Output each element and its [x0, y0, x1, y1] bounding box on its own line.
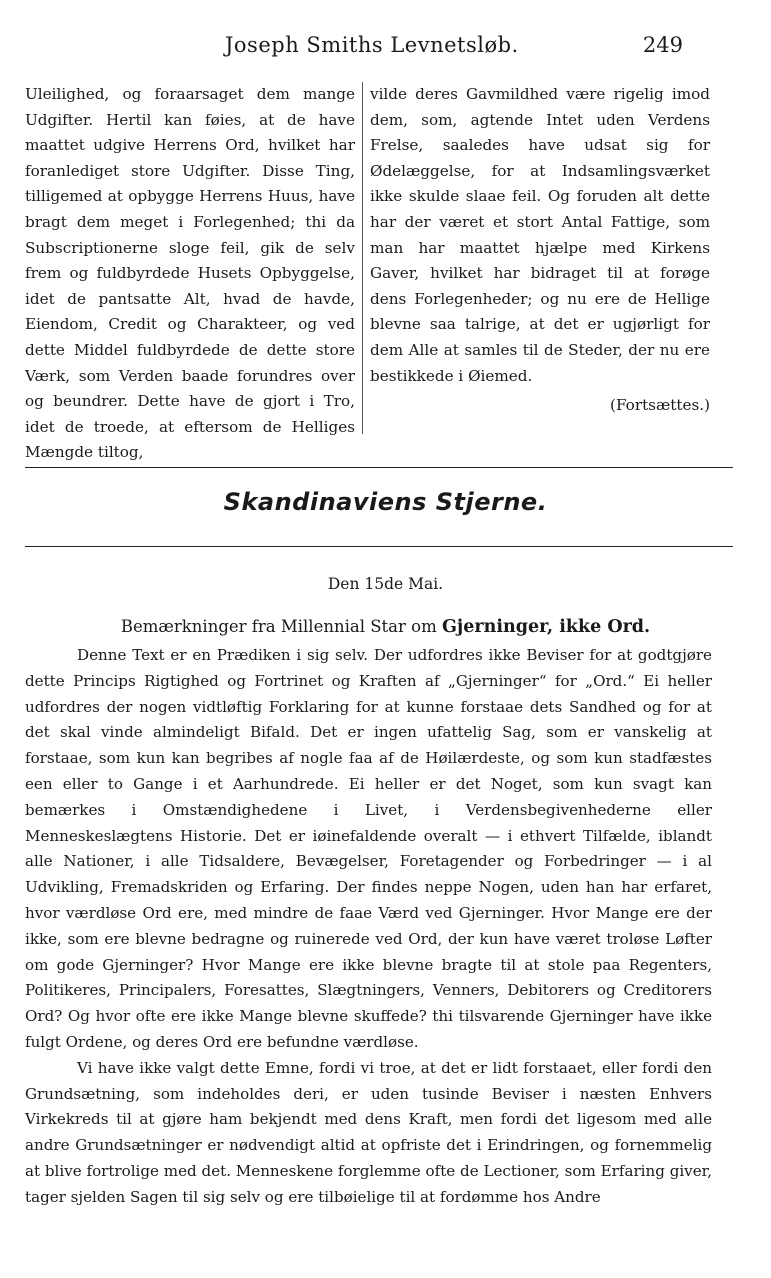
page-number: 249	[642, 33, 683, 57]
article-title	[0, 617, 771, 637]
divider-rule-bottom	[25, 546, 733, 547]
column-divider	[362, 82, 363, 434]
article-body	[25, 643, 712, 1211]
running-title: Joseph Smiths Levnetsløb.	[225, 33, 519, 57]
two-column-section	[25, 82, 715, 462]
article-paragraph-1: Denne Text er en Prædiken i sig selv. Der udfordres ikke Beviser for at godtgjøre dette Princips Rigtighed og Fortrinet og Kraften af „Gjerninger“ for „Ord.“ Ei heller udfordres der nogen vidtløftig Forklaring for at kunne forstaae dets Sandhed og for at det skal vinde almindeligt Bifald. Det er ingen ufattelig Sag, som er vanskelig at forstaae, som kun kan begribes af nogle faa af de Høilærdeste, og som kun stadfæstes een eller to Gange i et Aarhundrede. Ei heller er det Noget, som kun svagt kan bemærkes i Omstændighedene i Livet, i Verdensbegivenhederne eller Menneskeslægtens Historie. Det er iøinefaldende overalt — i ethvert Tilfælde, iblandt alle Nationer, i alle Tidsaldere, Bevægelser, Foretagender og Forbedringer — i al Udvikling, Fremadskriden og Erfaring. Der findes neppe Nogen, uden han har erfaret, hvor værdløse Ord ere, med mindre de faae Værd ved Gjerninger. Hvor Mange ere der ikke, som ere blevne bedragne og ruinerede ved Ord, der kun have været troløse Løfter om gode Gjerninger? Hvor Mange ere ikke blevne bragte til at stole paa Regenters, Politikeres, Principalers, Foresattes, Slægtningers, Venners, Debitorers og Creditorers Ord? Og hvor ofte ere ikke Mange blevne skuffede? thi tilsvarende Gjerninger have ikke fulgt Ordene, og deres Ord ere befundne værdløse.	[25, 646, 712, 1051]
page-header	[0, 33, 771, 67]
divider-rule-top	[25, 467, 733, 468]
right-column-text: vilde deres Gavmildhed være rigelig imod dem, som, agtende Intet uden Verdens Frelse, saaledes have udsat sig for Ødelæggelse, for at Indsamlingsværket ikke skulde slaae feil. Og foruden alt dette har der været et stort Antal Fattige, som man har maattet hjælpe med Kirkens Gaver, hvilket har bidraget til at forøge dens Forlegenheder; og nu ere de Hellige blevne saa talrige, at det er ugjørligt for dem Alle at samles til de Steder, der nu ere bestikkede i Øiemed.	[370, 85, 710, 385]
article-title-prefix: Bemærkninger fra Millennial Star om	[120, 617, 437, 636]
article-paragraph-2: Vi have ikke valgt dette Emne, fordi vi troe, at det er lidt forstaaet, eller fordi den Grundsætning, som indeholdes deri, er uden tusinde Beviser i næsten Enhvers Virkekreds til at gjøre ham bekjendt med dens Kraft, men fordi det ligesom med alle andre Grundsætninger er nødvendigt altid at opfriste det i Erindringen, og fornemmelig at blive fortrolige med det. Menneskene forglemme ofte de Lectioner, som Erfaring giver, tager sjelden Sagen til sig selv og ere tilbøielige til at fordømme hos Andre	[25, 1058, 712, 1206]
left-column-text: Uleilighed, og foraarsaget dem mange Udgifter. Hertil kan føies, at de have maattet udgive Herrens Ord, hvilket har foranlediget store Udgifter. Disse Ting, tilligemed at opbygge Herrens Huus, have bragt dem meget i Forlegenhed; thi da Subscriptionerne sloge feil, gik de selv frem og fuldbyrdede Husets Opbyggelse, idet de pantsatte Alt, hvad de havde, Eiendom, Credit og Charakteer, og ved dette Middel fuldbyrdede de dette store Værk, som Verden baade forundres over og beundrer. Dette have de gjort i Tro, idet de troede, at eftersom de Helliges Mængde tiltog,	[25, 85, 355, 462]
left-column	[25, 82, 355, 466]
continued-note: (Fortsættes.)	[610, 396, 710, 415]
article-title-emphasis: Gjerninger, ikke Ord.	[441, 617, 651, 637]
masthead-title: Skandinaviens Stjerne.	[223, 488, 548, 516]
right-column	[370, 82, 710, 419]
date-line: Den 15de Mai.	[327, 575, 444, 593]
